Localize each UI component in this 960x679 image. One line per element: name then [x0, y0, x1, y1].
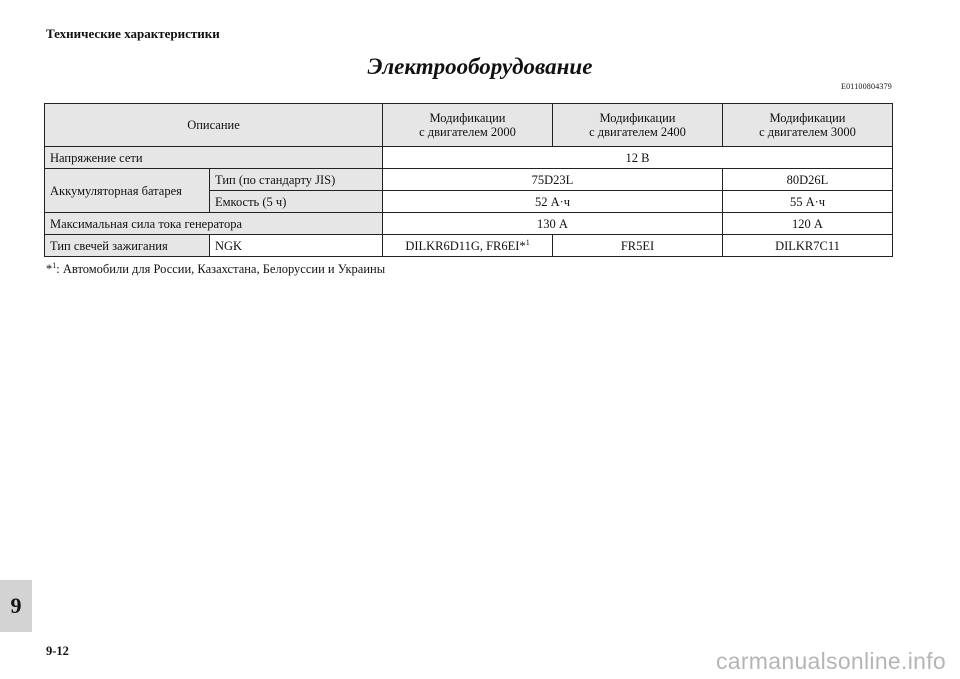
footnote	[46, 262, 385, 277]
table-header-row	[45, 104, 893, 147]
header-mod-2400-line2: с двигателем 2400	[589, 125, 686, 139]
table-row	[45, 169, 893, 191]
electrical-specs-table	[44, 103, 893, 257]
spark-plugs-2000	[383, 235, 553, 257]
battery-type-3000: 80D26L	[723, 169, 893, 191]
header-mod-2000-line1: Модификации	[429, 111, 506, 125]
header-description: Описание	[45, 104, 383, 147]
spark-plugs-brand: NGK	[210, 235, 383, 257]
battery-capacity-label: Емкость (5 ч)	[210, 191, 383, 213]
generator-value-2000-2400: 130 А	[383, 213, 723, 235]
header-mod-2000-line2: с двигателем 2000	[419, 125, 516, 139]
header-mod-3000-line2: с двигателем 3000	[759, 125, 856, 139]
battery-type-2000-2400: 75D23L	[383, 169, 723, 191]
header-mod-3000-line1: Модификации	[769, 111, 846, 125]
battery-type-label: Тип (по стандарту JIS)	[210, 169, 383, 191]
chapter-tab: 9	[0, 580, 32, 632]
table-row	[45, 235, 893, 257]
page-header-title: Технические характеристики	[46, 26, 220, 41]
spark-plugs-2000-footnote-ref: 1	[525, 237, 530, 247]
table-row	[45, 147, 893, 169]
page-number: 9-12	[46, 644, 69, 658]
voltage-value: 12 В	[383, 147, 893, 169]
footnote-marker: *	[46, 262, 53, 276]
generator-label: Максимальная сила тока генератора	[45, 213, 383, 235]
header-mod-2400-line1: Модификации	[599, 111, 676, 125]
section-code: E01100804379	[841, 82, 892, 91]
voltage-label: Напряжение сети	[45, 147, 383, 169]
spark-plugs-2000-text: DILKR6D11G, FR6EI*	[405, 238, 526, 253]
footnote-number: 1	[52, 260, 57, 270]
battery-label: Аккумуляторная батарея	[45, 169, 210, 213]
watermark: carmanualsonline.info	[715, 648, 946, 674]
spark-plugs-3000: DILKR7C11	[723, 235, 893, 257]
table-row	[45, 213, 893, 235]
generator-value-3000: 120 А	[723, 213, 893, 235]
spark-plugs-label: Тип свечей зажигания	[45, 235, 210, 257]
header-mod-2000	[383, 104, 553, 147]
footnote-text: : Автомобили для России, Казахстана, Белоруссии и Украины	[56, 262, 386, 276]
header-mod-3000	[723, 104, 893, 147]
header-mod-2400	[553, 104, 723, 147]
spark-plugs-2400: FR5EI	[553, 235, 723, 257]
section-title: Электрооборудование	[367, 54, 593, 79]
battery-capacity-2000-2400: 52 А·ч	[383, 191, 723, 213]
battery-capacity-3000: 55 А·ч	[723, 191, 893, 213]
